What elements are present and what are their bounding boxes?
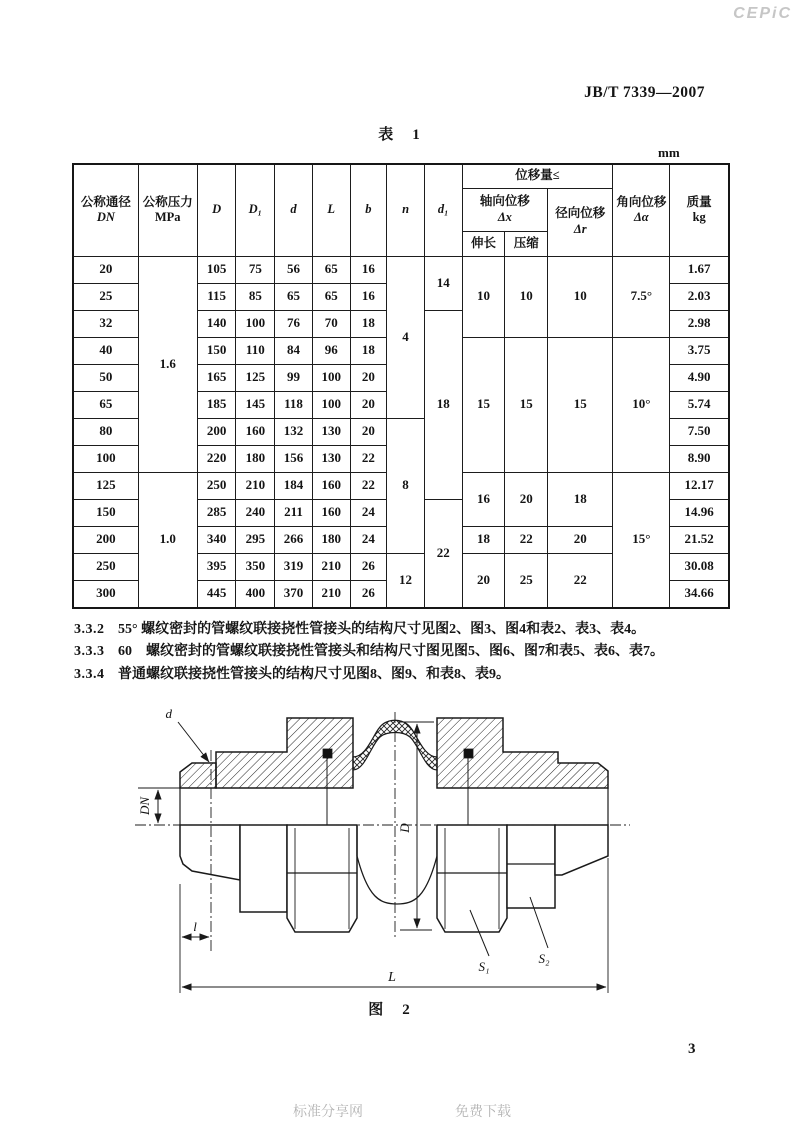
table-cell: 8.90 bbox=[670, 445, 729, 472]
table1-unit: mm bbox=[658, 145, 680, 160]
col-header-mpa: 公称压力 MPa bbox=[138, 164, 197, 256]
table-cell: 210 bbox=[312, 580, 350, 608]
table-cell: 130 bbox=[312, 445, 350, 472]
table-cell: 76 bbox=[275, 310, 313, 337]
table-cell: 12 bbox=[387, 553, 425, 608]
d-leader bbox=[178, 722, 209, 762]
table-cell: 210 bbox=[312, 553, 350, 580]
table-cell: 10° bbox=[613, 337, 670, 472]
table-cell: 20 bbox=[505, 472, 548, 526]
col-header-elongation: 伸长 bbox=[462, 231, 505, 256]
table-cell: 1.0 bbox=[138, 472, 197, 608]
table-cell: 32 bbox=[73, 310, 138, 337]
col-header-angular: 角向位移 Δα bbox=[613, 164, 670, 256]
table-cell: 340 bbox=[197, 526, 236, 553]
table-cell: 266 bbox=[275, 526, 313, 553]
table-cell: 20 bbox=[73, 256, 138, 283]
table-cell: 220 bbox=[197, 445, 236, 472]
table-cell: 145 bbox=[236, 391, 275, 418]
col-header-L: L bbox=[312, 164, 350, 256]
table-cell: 75 bbox=[236, 256, 275, 283]
bellows-exterior bbox=[357, 825, 437, 904]
table-cell: 18 bbox=[350, 337, 387, 364]
table-cell: 15 bbox=[462, 337, 505, 472]
table-cell: 180 bbox=[236, 445, 275, 472]
table-cell: 100 bbox=[312, 364, 350, 391]
cepic-logo: CEPiC bbox=[733, 5, 792, 22]
table-cell: 20 bbox=[350, 364, 387, 391]
table-cell: 22 bbox=[350, 445, 387, 472]
table-cell: 180 bbox=[312, 526, 350, 553]
table-cell: 16 bbox=[462, 472, 505, 526]
page-number: 3 bbox=[688, 1041, 696, 1057]
table-cell: 15 bbox=[548, 337, 613, 472]
table-cell: 25 bbox=[505, 553, 548, 608]
table-cell: 84 bbox=[275, 337, 313, 364]
col-header-compression: 压缩 bbox=[505, 231, 548, 256]
table-cell: 16 bbox=[350, 256, 387, 283]
table-cell: 184 bbox=[275, 472, 313, 499]
left-seal-ring bbox=[323, 749, 332, 758]
table-cell: 125 bbox=[236, 364, 275, 391]
table-cell: 2.03 bbox=[670, 283, 729, 310]
table-row bbox=[73, 256, 729, 283]
clause-3.3.2: 3.3.2 55° 螺纹密封的管螺纹联接挠性管接头的结构尺寸见图2、图3、图4和表2、表3、表4。 bbox=[74, 622, 646, 637]
table-cell: 18 bbox=[350, 310, 387, 337]
table-cell: 56 bbox=[275, 256, 313, 283]
table-cell: 14.96 bbox=[670, 499, 729, 526]
col-header-displacement-group: 位移量≤ bbox=[462, 164, 613, 188]
left-hex-nut bbox=[287, 825, 357, 932]
table-cell: 130 bbox=[312, 418, 350, 445]
footer-download-text: 免费下载 bbox=[455, 1103, 511, 1119]
table-cell: 300 bbox=[73, 580, 138, 608]
col-header-mass: 质量 kg bbox=[670, 164, 729, 256]
table-cell: 15° bbox=[613, 472, 670, 608]
table-cell: 18 bbox=[424, 310, 462, 499]
col-header-dn: 公称通径 DN bbox=[73, 164, 138, 256]
table-cell: 140 bbox=[197, 310, 236, 337]
table1-title: 表 1 bbox=[378, 127, 422, 143]
table1 bbox=[72, 163, 730, 609]
figure2-drawing bbox=[112, 698, 660, 998]
table-cell: 10 bbox=[548, 256, 613, 337]
col-header-d1: d₁ bbox=[424, 164, 462, 256]
table-cell: 250 bbox=[73, 553, 138, 580]
L-label: L bbox=[388, 970, 396, 985]
table-cell: 24 bbox=[350, 526, 387, 553]
table-cell: 70 bbox=[312, 310, 350, 337]
table-cell: 10 bbox=[462, 256, 505, 337]
table-cell: 22 bbox=[505, 526, 548, 553]
table-cell: 18 bbox=[548, 472, 613, 526]
footer-site-name: 标准分享网 bbox=[293, 1103, 363, 1119]
table-cell: 200 bbox=[73, 526, 138, 553]
table-cell: 100 bbox=[312, 391, 350, 418]
table-cell: 105 bbox=[197, 256, 236, 283]
clause-paragraphs bbox=[74, 619, 790, 686]
table-cell: 132 bbox=[275, 418, 313, 445]
right-body-section bbox=[437, 718, 608, 788]
table-cell: 18 bbox=[462, 526, 505, 553]
table-cell: 40 bbox=[73, 337, 138, 364]
table-cell: 22 bbox=[350, 472, 387, 499]
table-cell: 15 bbox=[505, 337, 548, 472]
table-cell: 65 bbox=[312, 283, 350, 310]
table1-header bbox=[73, 164, 729, 256]
table-cell: 30.08 bbox=[670, 553, 729, 580]
col-header-axial: 轴向位移 Δx bbox=[462, 188, 548, 231]
table1-body bbox=[73, 256, 729, 608]
table-cell: 160 bbox=[312, 472, 350, 499]
table-cell: 250 bbox=[197, 472, 236, 499]
table-cell: 4 bbox=[387, 256, 425, 418]
table-cell: 185 bbox=[197, 391, 236, 418]
table-cell: 295 bbox=[236, 526, 275, 553]
table-cell: 16 bbox=[350, 283, 387, 310]
table-cell: 7.5° bbox=[613, 256, 670, 337]
table-cell: 319 bbox=[275, 553, 313, 580]
clause-3.3.4: 3.3.4 普通螺纹联接挠性管接头的结构尺寸见图8、图9、和表8、表9。 bbox=[74, 666, 510, 682]
left-thread-end bbox=[180, 825, 240, 880]
col-header-radial: 径向位移 Δr bbox=[548, 188, 613, 256]
table-cell: 118 bbox=[275, 391, 313, 418]
table-cell: 150 bbox=[197, 337, 236, 364]
d-label: d bbox=[165, 706, 172, 721]
s1-label: S₁ bbox=[478, 959, 490, 974]
table-cell: 350 bbox=[236, 553, 275, 580]
left-body-section bbox=[216, 718, 353, 788]
dn-label: DN bbox=[137, 796, 152, 816]
table-cell: 400 bbox=[236, 580, 275, 608]
table-cell: 211 bbox=[275, 499, 313, 526]
table-cell: 50 bbox=[73, 364, 138, 391]
table-cell: 165 bbox=[197, 364, 236, 391]
col-header-D: D bbox=[197, 164, 236, 256]
right-thread-end bbox=[555, 825, 608, 875]
clause-3.3.3: 3.3.3 60 螺纹密封的管螺纹联接挠性管接头和结构尺寸图见图5、图6、图7和表5、表6、表7。 bbox=[74, 644, 664, 660]
table-cell: 65 bbox=[73, 391, 138, 418]
s2-label: S₂ bbox=[538, 951, 550, 966]
col-header-d: d bbox=[275, 164, 313, 256]
table-cell: 26 bbox=[350, 580, 387, 608]
standard-number: JB/T 7339—2007 bbox=[584, 84, 705, 101]
table-cell: 1.67 bbox=[670, 256, 729, 283]
l-label: l bbox=[193, 919, 197, 934]
table-cell: 26 bbox=[350, 553, 387, 580]
table-cell: 445 bbox=[197, 580, 236, 608]
table-cell: 110 bbox=[236, 337, 275, 364]
D-label: D bbox=[397, 823, 412, 833]
right-seal-ring bbox=[464, 749, 473, 758]
right-nut-s2 bbox=[507, 825, 555, 908]
figure2-caption: 图 2 bbox=[368, 1002, 412, 1018]
table-cell: 65 bbox=[275, 283, 313, 310]
table-cell: 100 bbox=[73, 445, 138, 472]
table-cell: 285 bbox=[197, 499, 236, 526]
table-cell: 7.50 bbox=[670, 418, 729, 445]
table-cell: 80 bbox=[73, 418, 138, 445]
col-header-D1: D₁ bbox=[236, 164, 275, 256]
table-cell: 100 bbox=[236, 310, 275, 337]
table-cell: 200 bbox=[197, 418, 236, 445]
table-cell: 25 bbox=[73, 283, 138, 310]
table-cell: 99 bbox=[275, 364, 313, 391]
table-cell: 210 bbox=[236, 472, 275, 499]
table-cell: 160 bbox=[312, 499, 350, 526]
table-cell: 1.6 bbox=[138, 256, 197, 472]
table-cell: 20 bbox=[548, 526, 613, 553]
table-cell: 370 bbox=[275, 580, 313, 608]
table-cell: 5.74 bbox=[670, 391, 729, 418]
table-cell: 3.75 bbox=[670, 337, 729, 364]
table-cell: 8 bbox=[387, 418, 425, 553]
table-cell: 96 bbox=[312, 337, 350, 364]
col-header-b: b bbox=[350, 164, 387, 256]
table-cell: 14 bbox=[424, 256, 462, 310]
table-cell: 85 bbox=[236, 283, 275, 310]
table-cell: 160 bbox=[236, 418, 275, 445]
table-cell: 24 bbox=[350, 499, 387, 526]
table-cell: 10 bbox=[505, 256, 548, 337]
table-cell: 20 bbox=[462, 553, 505, 608]
table-cell: 12.17 bbox=[670, 472, 729, 499]
left-sleeve bbox=[240, 825, 287, 912]
table-cell: 21.52 bbox=[670, 526, 729, 553]
table-cell: 22 bbox=[424, 499, 462, 608]
table-cell: 2.98 bbox=[670, 310, 729, 337]
table-cell: 22 bbox=[548, 553, 613, 608]
col-header-n: n bbox=[387, 164, 425, 256]
table-cell: 20 bbox=[350, 418, 387, 445]
table-cell: 240 bbox=[236, 499, 275, 526]
table-cell: 395 bbox=[197, 553, 236, 580]
table-cell: 115 bbox=[197, 283, 236, 310]
table-cell: 65 bbox=[312, 256, 350, 283]
table-cell: 34.66 bbox=[670, 580, 729, 608]
table-cell: 150 bbox=[73, 499, 138, 526]
table-cell: 125 bbox=[73, 472, 138, 499]
table-cell: 20 bbox=[350, 391, 387, 418]
table-cell: 4.90 bbox=[670, 364, 729, 391]
table-cell: 156 bbox=[275, 445, 313, 472]
lower-exterior bbox=[180, 788, 608, 932]
